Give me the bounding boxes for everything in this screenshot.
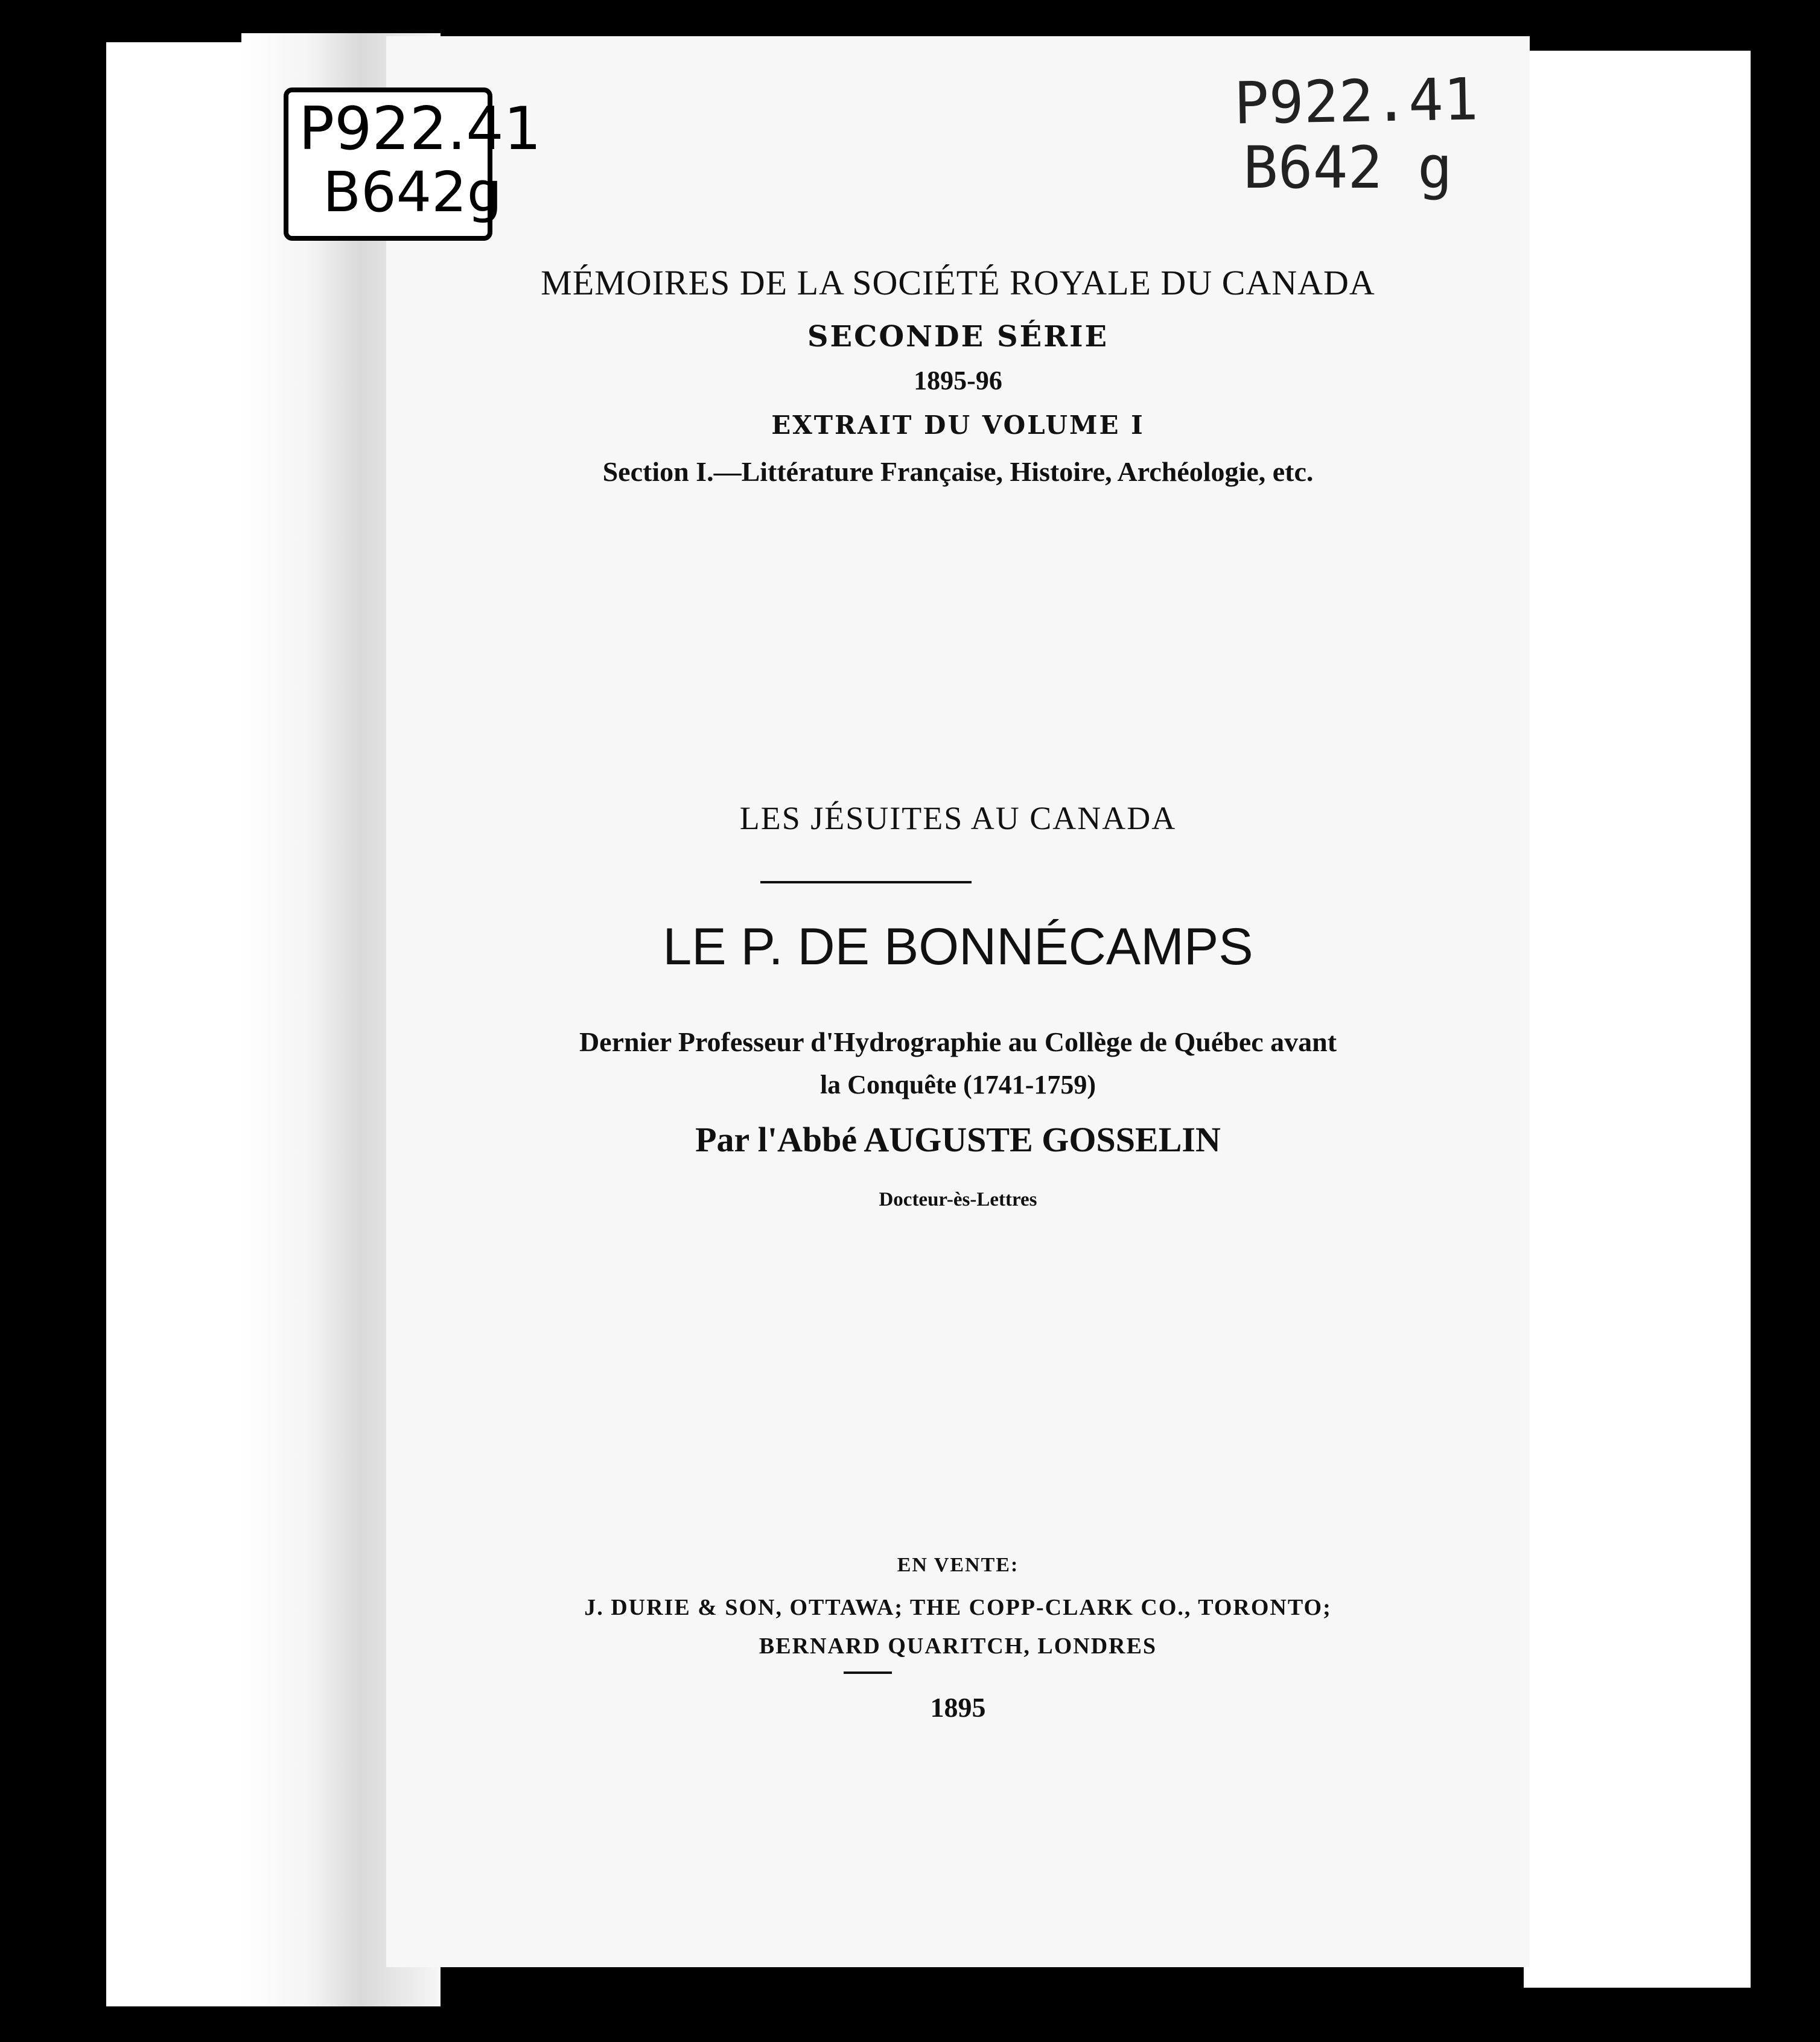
title-rule — [760, 881, 972, 883]
right-leaf — [1524, 51, 1751, 1988]
left-leaf — [106, 42, 243, 2006]
subtitle-line1: Dernier Professeur d'Hydrographie au Collège de Québec avant — [579, 1026, 1337, 1057]
series-years: 1895-96 — [914, 366, 1002, 395]
extract-line: EXTRAIT DU VOLUME I — [771, 410, 1145, 440]
sellers-line2: BERNARD QUARITCH, LONDRES — [759, 1633, 1157, 1659]
call-number-stamp-line2: B642g — [323, 160, 503, 224]
main-title: LE P. DE BONNÉCAMPS — [663, 918, 1253, 976]
year-rule — [844, 1671, 892, 1674]
handwritten-call-number-line1: P922.41 — [1233, 65, 1479, 138]
publication-year: 1895 — [930, 1692, 986, 1723]
subtitle-line2: la Conquête (1741-1759) — [819, 1070, 1096, 1099]
series-subtitle: SECONDE SÉRIE — [807, 320, 1109, 354]
work-heading: LES JÉSUITES AU CANADA — [739, 800, 1177, 836]
handwritten-call-number-line2: B642 g — [1243, 134, 1452, 202]
author-line: Par l'Abbé AUGUSTE GOSSELIN — [695, 1120, 1221, 1159]
sale-label: EN VENTE: — [897, 1554, 1019, 1576]
call-number-stamp-line1: P922.41 — [299, 95, 542, 164]
section-line: Section I.—Littérature Française, Histoire, Archéologie, etc. — [602, 456, 1314, 487]
author-degree: Docteur-ès-Lettres — [879, 1189, 1037, 1210]
sellers-line1: J. DURIE & SON, OTTAWA; THE COPP-CLARK CO., TORONTO; — [584, 1595, 1332, 1620]
series-title: MÉMOIRES DE LA SOCIÉTÉ ROYALE DU CANADA — [541, 263, 1375, 302]
